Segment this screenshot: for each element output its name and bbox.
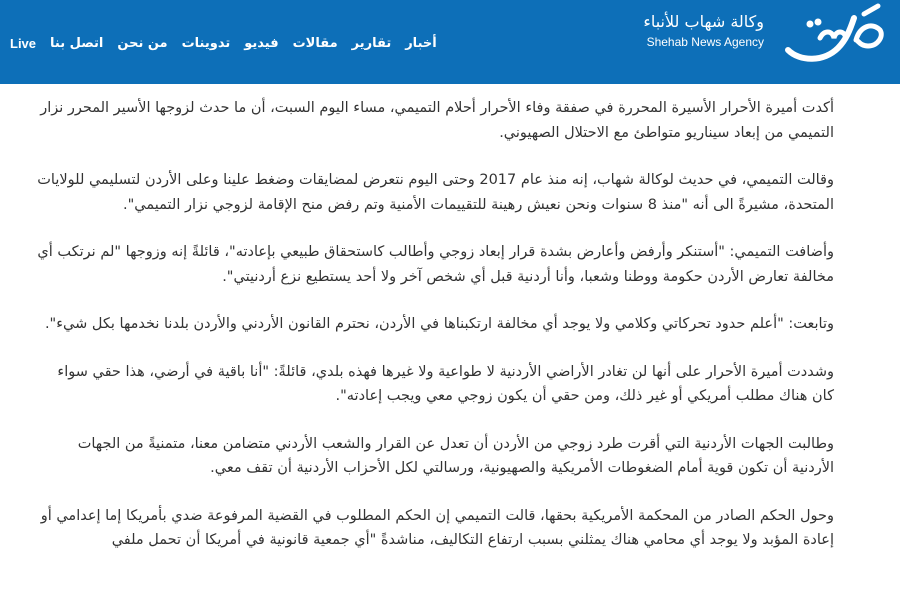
article-body [32,96,834,576]
nav-item-video[interactable]: فيديو [244,35,279,51]
nav-item-reports[interactable]: تقارير [351,35,392,51]
article-paragraph: وحول الحكم الصادر من المحكمة الأمريكية بحقها، قالت التميمي إن الحكم المطلوب في القضية المرفوعة ضدي بأمريكا إما إعدامي أو إعادة المؤبد ولا يوجد أي محامي هناك يمثلني بسبب ارتفاع التكاليف، مناشدةً "أي جمعية قانونية في أمريكا أن تحمل ملفي [40,507,834,548]
logo-english-text: Shehab News Agency [646,35,764,49]
nav-item-articles[interactable]: مقالات [292,35,338,51]
site-logo[interactable] [578,0,888,84]
main-nav [10,26,437,60]
nav-item-live[interactable]: Live [10,35,37,51]
article-paragraph: وأضافت التميمي: "أستنكر وأرفض وأعارض بشدة قرار إبعاد زوجي وأطالب كاستحقاق طبيعي بإعادته"، قائلةً إنه وزوجها "لم نرتكب أي مخالفة تعارض الأردن حكومة ووطنا وشعبا، وأنا أردنية قبل أي شخص آخر ولا أحد يستطيع نزع أردنيتي". [37,244,834,285]
article-paragraph: وقالت التميمي، في حديث لوكالة شهاب، إنه منذ عام 2017 وحتى اليوم نتعرض لمضايقات وضغط علينا وعلى الأردن لتسليمي للولايات المتحدة، مشيرةً الى أنه "منذ 8 سنوات ونحن نعيش رهينة للتقييمات الأمنية وتم رفض منح الإقامة لزوجي نزار التميمي". [37,172,834,213]
article-area [0,84,900,601]
shehab-logo-icon [780,0,888,70]
nav-item-news[interactable]: أخبار [405,35,437,51]
article-paragraph: وشددت أميرة الأحرار على أنها لن تغادر الأراضي الأردنية لا طواعية ولا غيرها فهذه بلدي، قائلةً: "أنا باقية في أرضي، هذا حقي سواء كان هناك مطلب أمريكي أو غير ذلك، ومن حقي أن يكون زوجي معي ويجب إعادته". [57,363,834,404]
article-paragraph: وطالبت الجهات الأردنية التي أقرت طرد زوجي من الأردن أن تعدل عن القرار والشعب الأردني متضامن معنا، متمنيةً من الجهات الأردنية أن تكون قوية أمام الضغوطات الأمريكية والصهيونية، ورسالتي لكل الأحزاب الأردنية أن تقف معي. [77,435,834,476]
nav-item-contact[interactable]: اتصل بنا [50,35,104,51]
nav-item-blogs[interactable]: تدوينات [181,35,231,51]
logo-arabic-text: وكالة شهاب للأنباء [643,12,764,31]
site-header [0,0,900,84]
article-paragraph: وتابعت: "أعلم حدود تحركاتي وكلامي ولا يوجد أي مخالفة ارتكبناها في الأردن، نحترم القانون الأردني والأردن بلدنا نخدمها بكل شيء". [44,316,834,332]
nav-item-about[interactable]: من نحن [117,35,168,51]
article-paragraph: أكدت أميرة الأحرار الأسيرة المحررة في صفقة وفاء الأحرار أحلام التميمي، مساء اليوم السبت، أن ما حدث لزوجها الأسير المحرر نزار التميمي من إبعاد سيناريو متواطئ مع الاحتلال الصهيوني. [40,100,834,141]
